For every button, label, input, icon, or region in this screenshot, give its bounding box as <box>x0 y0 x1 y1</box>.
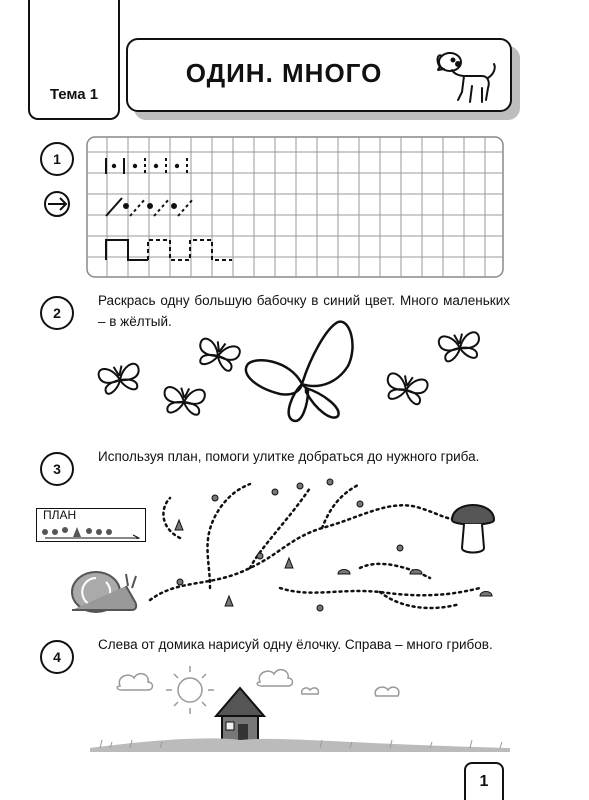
page-number: 1 <box>464 762 504 800</box>
task-1-number: 1 <box>40 142 74 176</box>
small-butterfly-5 <box>384 372 429 406</box>
small-butterfly-1 <box>98 363 142 395</box>
plan-label: ПЛАН <box>43 508 77 522</box>
task-3-number: 3 <box>40 452 74 486</box>
small-butterfly-3 <box>163 386 205 415</box>
topic-tab <box>28 0 120 120</box>
topic-label: Тема 1 <box>49 86 99 103</box>
big-butterfly <box>246 322 353 421</box>
drawing-grid[interactable] <box>86 136 504 283</box>
house-icon <box>216 688 264 744</box>
small-butterfly-2 <box>195 337 241 372</box>
arrow-right-icon <box>40 190 76 218</box>
dog-icon <box>434 46 500 108</box>
task-4-number: 4 <box>40 640 74 674</box>
task-4-text: Слева от домика нарисуй одну ёлочку. Справа – много грибов. <box>98 637 493 652</box>
title-box <box>126 38 512 112</box>
small-butterfly-4 <box>438 331 482 362</box>
sun-icon <box>166 666 214 714</box>
task-2-text: Раскрась одну большую бабочку в синий цвет. Много маленьких – в жёлтый. <box>98 293 510 329</box>
page-title: ОДИН. МНОГО <box>185 58 383 88</box>
house-scene[interactable] <box>90 660 510 760</box>
task-3-text: Используя план, помоги улитке добраться до нужного гриба. <box>98 449 480 464</box>
target-mushroom-icon <box>448 496 498 556</box>
butterflies-illustration[interactable] <box>80 318 520 430</box>
task-2-number: 2 <box>40 296 74 330</box>
snail-icon <box>66 566 146 616</box>
